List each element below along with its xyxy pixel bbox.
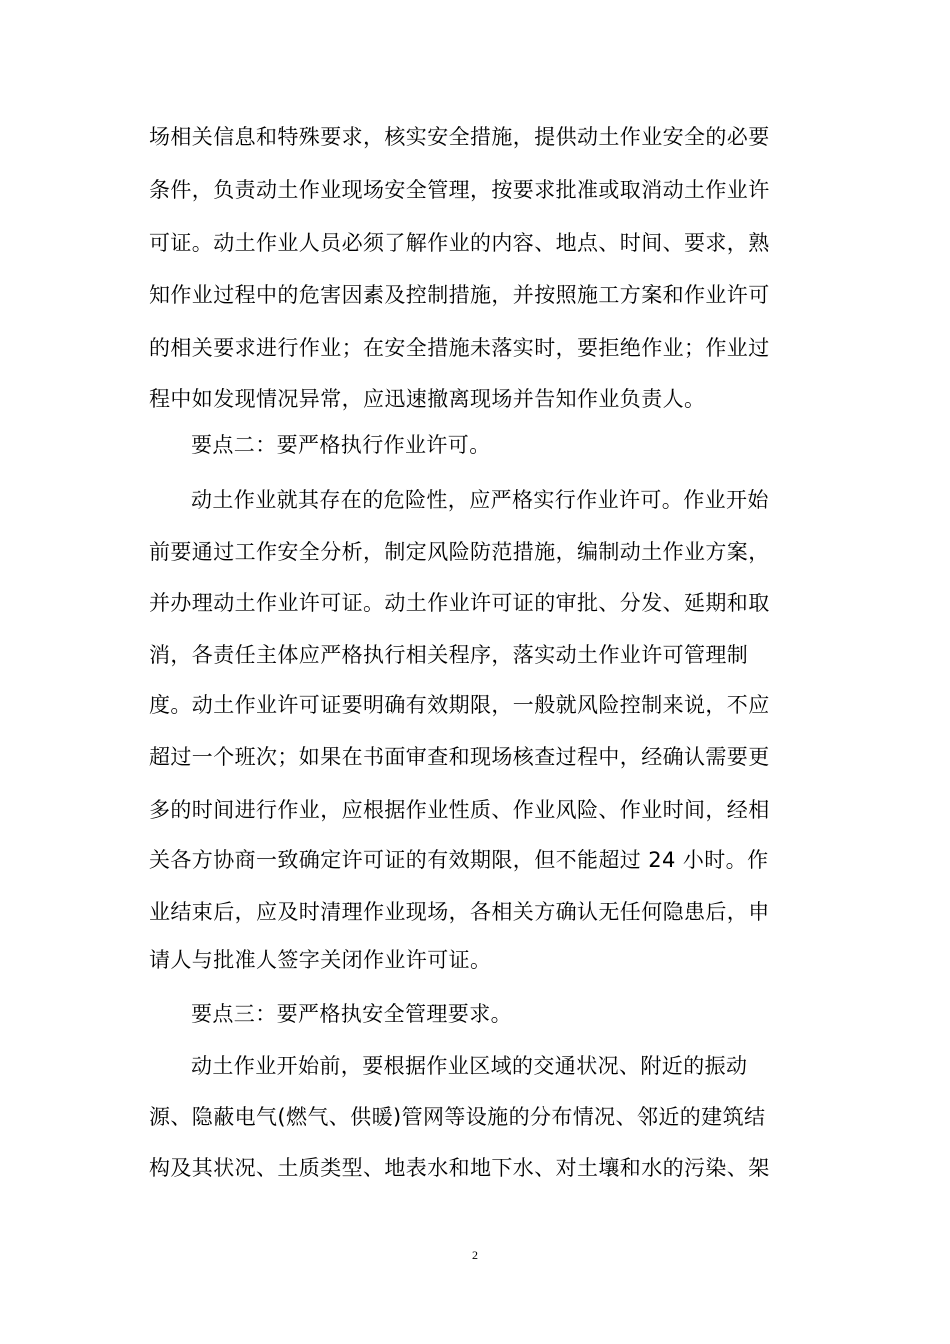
- text-line: 消，各责任主体应严格执行相关程序，落实动土作业许可管理制: [149, 643, 749, 667]
- text-line: 条件，负责动土作业现场安全管理，按要求批准或取消动土作业许: [149, 178, 770, 202]
- section-heading: 要点二：要严格执行作业许可。: [191, 433, 491, 457]
- section-heading: 要点三：要严格执安全管理要求。: [191, 1002, 512, 1026]
- text-line: 关各方协商一致确定许可证的有效期限，但不能超过 24 小时。作: [149, 848, 769, 872]
- text-line: 的相关要求进行作业；在安全措施未落实时，要拒绝作业；作业过: [149, 336, 770, 360]
- text-line: 度。动土作业许可证要明确有效期限，一般就风险控制来说，不应: [149, 693, 770, 717]
- text-line: 程中如发现情况异常，应迅速撤离现场并告知作业负责人。: [149, 387, 706, 411]
- text-line: 可证。动土作业人员必须了解作业的内容、地点、时间、要求，熟: [149, 231, 770, 255]
- text-line: 动土作业就其存在的危险性，应严格实行作业许可。作业开始: [191, 488, 769, 512]
- text-line: 前要通过工作安全分析，制定风险防范措施，编制动土作业方案，: [149, 540, 770, 564]
- text-line: 并办理动土作业许可证。动土作业许可证的审批、分发、延期和取: [149, 591, 770, 615]
- page-number: 2: [472, 1248, 478, 1262]
- text-line: 知作业过程中的危害因素及控制措施，并按照施工方案和作业许可: [149, 283, 770, 307]
- text-line: 动土作业开始前，要根据作业区域的交通状况、附近的振动: [191, 1054, 748, 1078]
- text-line: 构及其状况、土质类型、地表水和地下水、对土壤和水的污染、架: [149, 1156, 770, 1180]
- text-line: 请人与批准人签字关闭作业许可证。: [149, 948, 492, 972]
- text-line: 源、隐蔽电气(燃气、供暖)管网等设施的分布情况、邻近的建筑结: [149, 1105, 766, 1129]
- text-line: 多的时间进行作业，应根据作业性质、作业风险、作业时间，经相: [149, 798, 770, 822]
- text-line: 业结束后，应及时清理作业现场，各相关方确认无任何隐患后，申: [149, 900, 770, 924]
- text-line: 场相关信息和特殊要求，核实安全措施，提供动土作业安全的必要: [149, 125, 770, 149]
- text-line: 超过一个班次；如果在书面审查和现场核查过程中，经确认需要更: [149, 745, 770, 769]
